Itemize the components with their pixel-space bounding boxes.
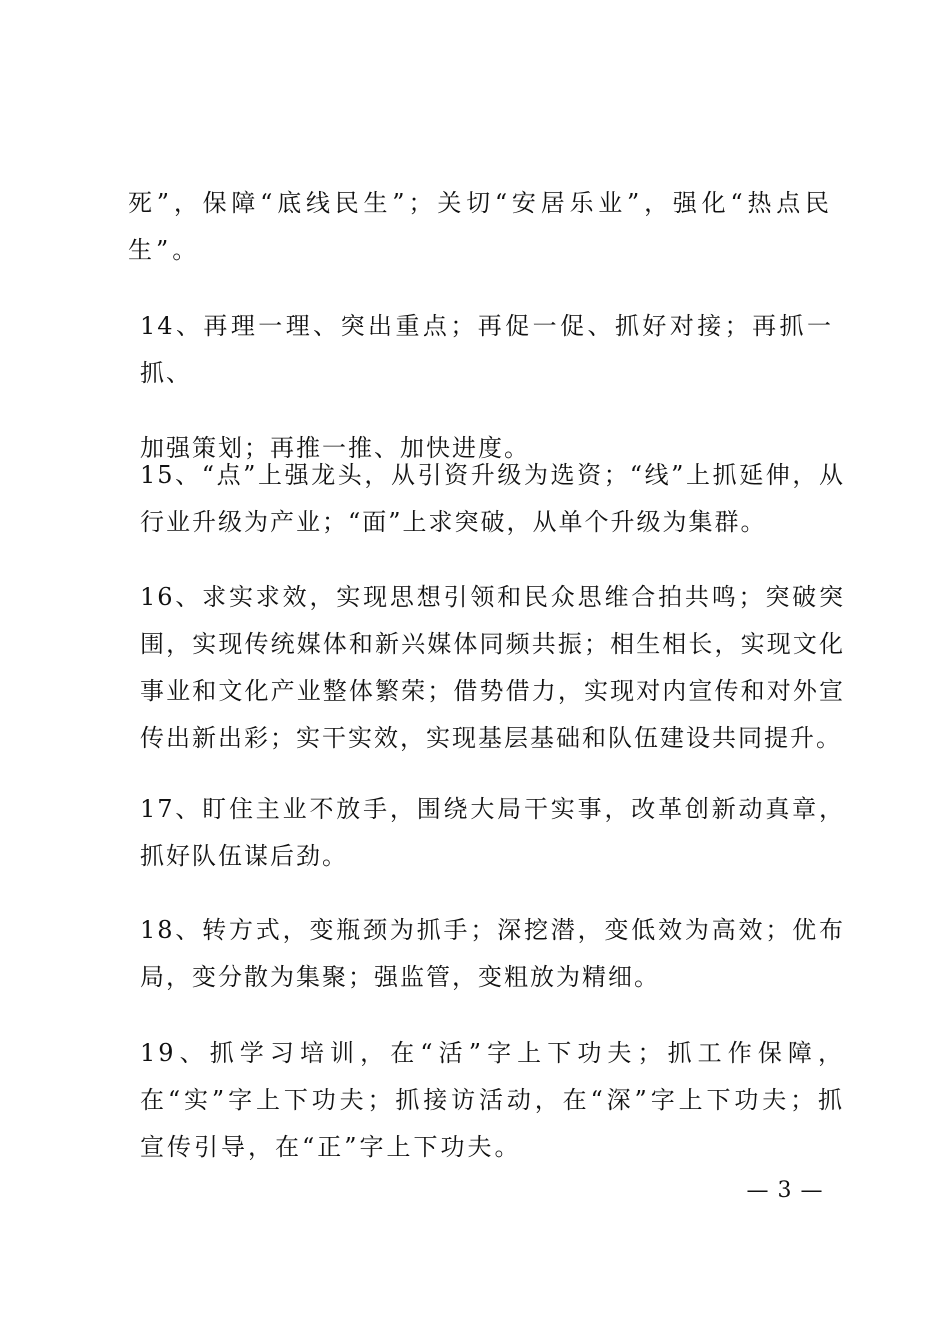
paragraph-14-line-1: 14、再理一理、突出重点；再促一促、抓好对接；再抓一抓、 — [140, 312, 833, 387]
paragraph-15: 15、“点”上强龙头，从引资升级为选资；“线”上抓延伸，从行业升级为产业；“面”上求突破，从单个升级为集群。 — [140, 461, 845, 536]
paragraph-14-line-2: 加强策划；再推一推、加快进度。 — [140, 434, 530, 462]
paragraph-17: 17、盯住主业不放手，围绕大局干实事，改革创新动真章，抓好队伍谋后劲。 — [140, 795, 845, 870]
paragraph-18: 18、转方式，变瓶颈为抓手；深挖潜，变低效为高效；优布局，变分散为集聚；强监管，变粗放为精细。 — [140, 916, 845, 991]
page-number: — 3 — — [746, 1178, 824, 1203]
paragraph-14 — [128, 303, 833, 472]
paragraph-16: 16、求实求效，实现思想引领和民众思维合拍共鸣；突破突围，实现传统媒体和新兴媒体同频共振；相生相长，实现文化事业和文化产业整体繁荣；借势借力，实现对内宣传和对外宣传出新出彩；实干实效，实现基层基础和队伍建设共同提升。 — [140, 583, 845, 752]
paragraph-continuation: 死”，保障“底线民生”；关切“安居乐业”，强化“热点民生”。 — [128, 189, 833, 264]
paragraph-19: 19、抓学习培训，在“活”字上下功夫；抓工作保障，在“实”字上下功夫；抓接访活动，在“深”字上下功夫；抓宣传引导，在“正”字上下功夫。 — [140, 1039, 845, 1161]
